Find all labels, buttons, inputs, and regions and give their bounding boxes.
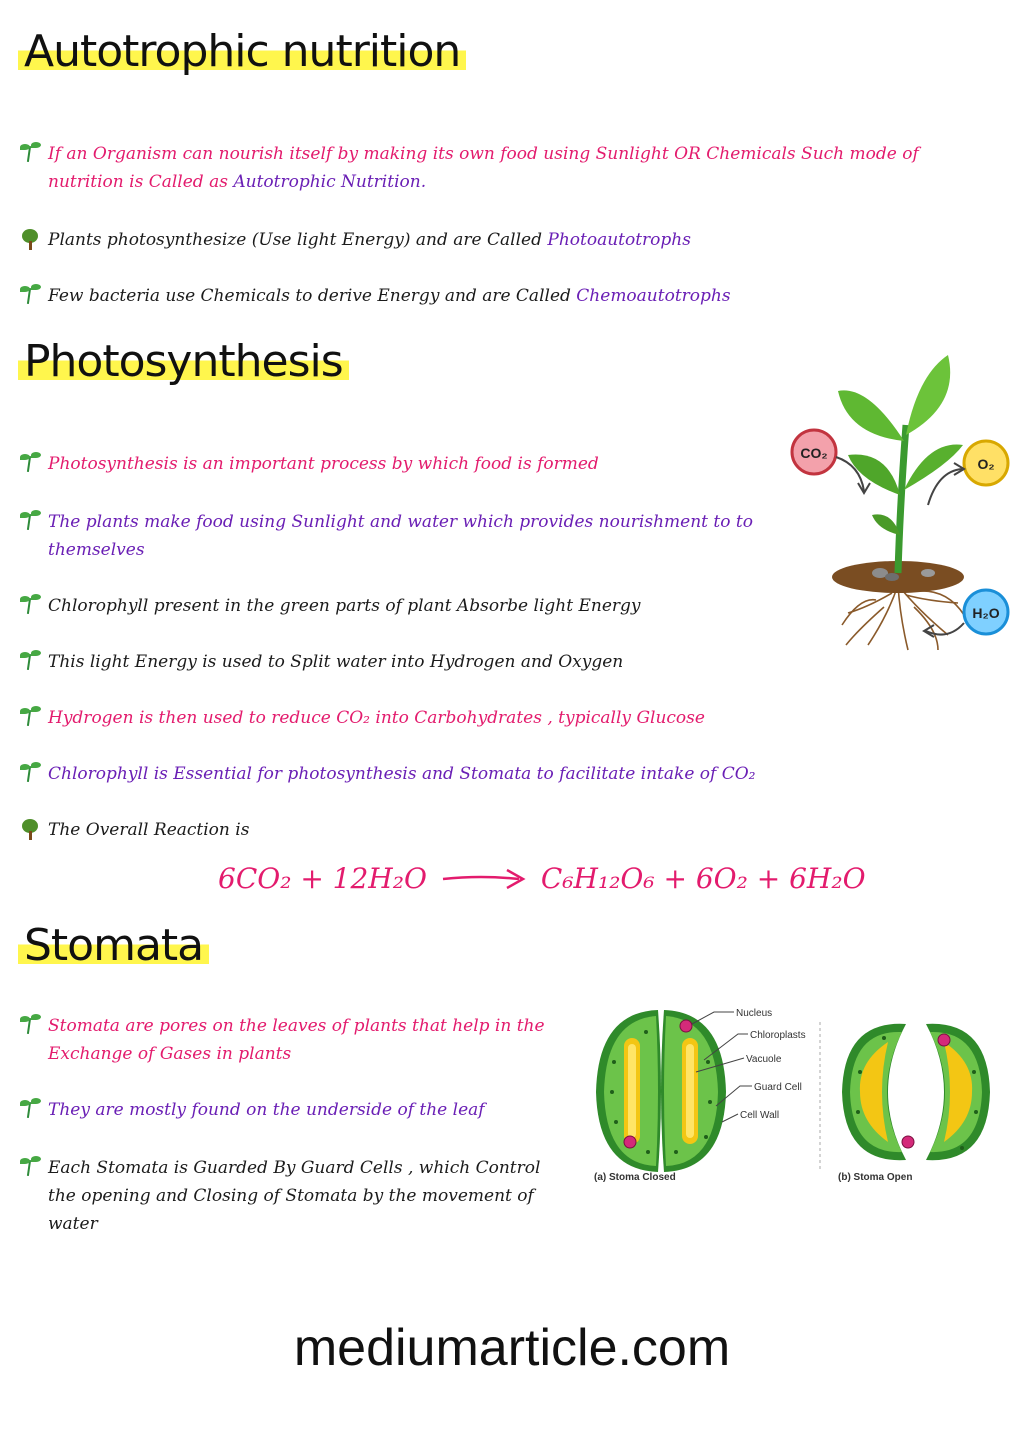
label-vacuole: Vacuole [746,1054,782,1065]
photosynthesis-text-4: This light Energy is used to Split water into Hydrogen and Oxygen [48,652,624,672]
equation-left: 6CO₂ + 12H₂O [218,862,427,895]
tree-icon [18,226,48,254]
heading-photosynthesis: Photosynthesis [18,336,349,387]
label-cell-wall: Cell Wall [740,1110,780,1121]
bullet-photosynthesis-4 [18,648,778,676]
stoma-open [842,1024,990,1160]
photoautotrophs-text: Plants photosynthesize (Use light Energy) and are Called [48,230,542,250]
bullet-photosynthesis-3 [18,592,778,620]
photosynthesis-text-3: Chlorophyll present in the green parts of plant Absorbe light Energy [48,596,641,616]
photosynthesis-text-5: Hydrogen is then used to reduce CO₂ into Carbohydrates , typically Glucose [48,708,705,728]
sprout-icon [18,1154,48,1182]
caption-stoma-closed: (a) Stoma Closed [594,1172,676,1183]
photosynthesis-text-6: Chlorophyll is Essential for photosynthesis and Stomata to facilitate intake of CO₂ [48,764,756,784]
bullet-stomata-3 [18,1154,548,1238]
stomata-text-2: They are mostly found on the underside of the leaf [48,1100,485,1120]
sprout-icon [18,760,48,788]
heading-autotrophic: Autotrophic nutrition [18,26,466,77]
photoautotrophs-term: Photoautotrophs [547,230,691,250]
right-arrow-icon [441,867,527,891]
sprout-icon [18,648,48,676]
h2o-label: H₂O [972,605,1000,621]
bullet-photosynthesis-6 [18,760,998,788]
bullet-stomata-2 [18,1096,548,1124]
label-chloroplasts: Chloroplasts [750,1030,806,1041]
roots [842,585,964,650]
heading-stomata: Stomata [18,920,209,971]
sprout-icon [18,1096,48,1124]
chemoautotrophs-term: Chemoautotrophs [576,286,731,306]
sprout-icon [18,140,48,168]
stoma-closed [596,1010,726,1172]
sprout-icon [18,282,48,310]
photosynthesis-text-7: The Overall Reaction is [48,820,250,840]
sprout-icon [18,450,48,478]
photosynthesis-text-2: The plants make food using Sunlight and water which provides nourishment to to themselves [48,512,753,560]
autotrophic-definition-text: If an Organism can nourish itself by making its own food using Sunlight OR Chemicals Such mode of nutrition is Called as [48,144,919,192]
equation-right: C₆H₁₂O₆ + 6O₂ + 6H₂O [540,862,866,895]
photosynthesis-text-1: Photosynthesis is an important process by which food is formed [48,454,599,474]
autotrophic-term: Autotrophic Nutrition. [233,172,427,192]
bullet-photosynthesis-7 [18,816,778,844]
label-nucleus: Nucleus [736,1008,773,1019]
bullet-photoautotrophs [18,226,998,254]
chemoautotrophs-text: Few bacteria use Chemicals to derive Energy and are Called [48,286,571,306]
tree-icon [18,816,48,844]
stomata-text-3: Each Stomata is Guarded By Guard Cells , which Control the opening and Closing of Stomata by the movement of water [48,1158,541,1234]
footer-watermark: mediumarticle.com [293,1319,731,1377]
bullet-photosynthesis-5 [18,704,998,732]
o2-label: O₂ [977,456,995,472]
sprout-icon [18,508,48,536]
bullet-autotrophic-definition [18,140,998,196]
sprout-icon [18,1012,48,1040]
stem [898,425,906,573]
co2-label: CO₂ [800,445,828,461]
photosynthesis-equation [218,862,866,895]
bullet-stomata-1 [18,1012,548,1068]
stomata-text-1: Stomata are pores on the leaves of plants that help in the Exchange of Gases in plants [48,1016,545,1064]
photosynthesis-plant-diagram [788,345,1013,655]
label-guard-cell: Guard Cell [754,1082,802,1093]
sprout-icon [18,592,48,620]
caption-stoma-open: (b) Stoma Open [838,1172,913,1183]
bullet-photosynthesis-2 [18,508,758,564]
sprout-icon [18,704,48,732]
stomata-diagram [588,1002,1008,1192]
bullet-chemoautotrophs [18,282,998,310]
bullet-photosynthesis-1 [18,450,758,478]
